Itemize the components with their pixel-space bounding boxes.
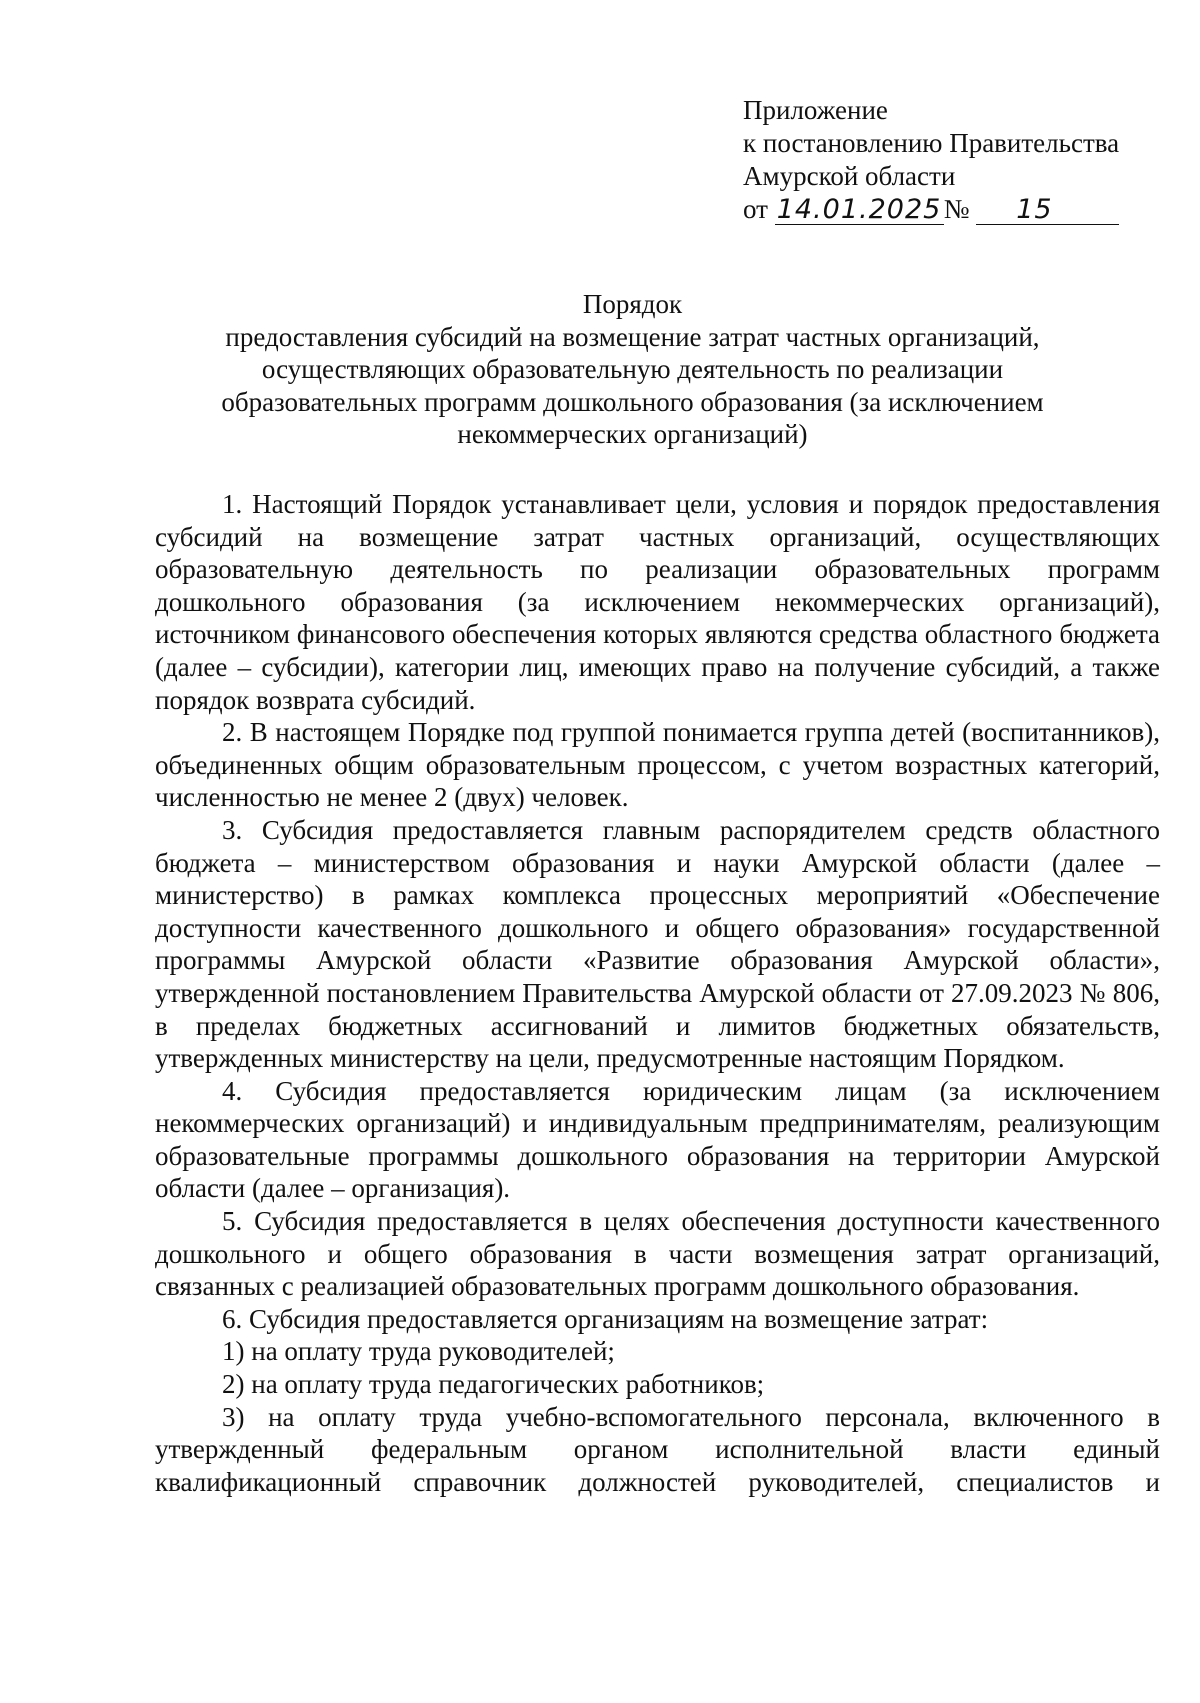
list-item-2: 2) на оплату труда педагогических работников; <box>222 1369 765 1400</box>
paragraph-6: 6. Субсидия предоставляется организациям на возмещение затрат: <box>222 1303 989 1334</box>
date-prefix: от <box>743 194 768 224</box>
list-item-1: 1) на оплату труда руководителей; <box>222 1336 615 1367</box>
appendix-label: Приложение <box>743 95 888 125</box>
appendix-block <box>743 94 1163 226</box>
title-line-4: некоммерческих организаций) <box>457 419 808 449</box>
title-line-3: образовательных программ дошкольного образования (за исключением <box>221 386 1044 417</box>
handwritten-date <box>775 195 944 225</box>
date-value: 14.01.2025 <box>776 194 942 225</box>
document-title <box>150 288 1115 451</box>
paragraph-2: 2. В настоящем Порядке под группой понимается группа детей (воспитанников), объединенных общим образовательным процессом, с учетом возрастных категорий, численностью не менее 2 (двух) человек. <box>155 717 1160 813</box>
paragraph-5: 5. Субсидия предоставляется в целях обеспечения доступности качественного дошкольного и общего образования в части возмещения затрат организаций, связанных с реализацией образовательных программ дошкольного образования. <box>155 1206 1160 1302</box>
appendix-region-line: Амурской области <box>743 161 956 191</box>
paragraph-1: 1. Настоящий Порядок устанавливает цели, условия и порядок предоставления субсидий на возмещение затрат частных организаций, осуществляющих образовательную деятельность по реализации образовательных программ дошкольного образования (за исключением некоммерческих организаций), источником финансового обеспечения которых являются средства областного бюджета (далее – субсидии), категории лиц, имеющих право на получение субсидий, а также порядок возврата субсидий. <box>155 489 1160 715</box>
handwritten-number <box>976 195 1119 225</box>
paragraph-4: 4. Субсидия предоставляется юридическим лицам (за исключением некоммерческих организаций) и индивидуальным предпринимателям, реализующим образовательные программы дошкольного образования на территории Амурской области (далее – организация). <box>155 1075 1160 1204</box>
number-value: 15 <box>1016 194 1053 225</box>
title-heading: Порядок <box>582 289 683 319</box>
list-item-3: 3) на оплату труда учебно-вспомогательного персонала, включенного в утвержденный федеральным органом исполнительной власти единый квалификационный справочник должностей руководителей, специалистов и <box>155 1401 1160 1497</box>
title-line-2: осуществляющих образовательную деятельность по реализации <box>261 354 1004 384</box>
appendix-date-number-line <box>743 193 1163 226</box>
document-body <box>155 488 1160 1498</box>
title-line-1: предоставления субсидий на возмещение затрат частных организаций, <box>225 321 1040 352</box>
appendix-resolution-line: к постановлению Правительства <box>743 128 1120 158</box>
number-sign: № <box>943 194 970 224</box>
paragraph-3: 3. Субсидия предоставляется главным распорядителем средств областного бюджета – министерством образования и науки Амурской области (далее – министерство) в рамках комплекса процессных мероприятий «Обеспечение доступности качественного дошкольного и общего образования» государственной программы Амурской области «Развитие образования Амурской области», утвержденной постановлением Правительства Амурской области от 27.09.2023 № 806, в пределах бюджетных ассигнований и лимитов бюджетных обязательств, утвержденных министерству на цели, предусмотренные настоящим Порядком. <box>155 814 1160 1074</box>
